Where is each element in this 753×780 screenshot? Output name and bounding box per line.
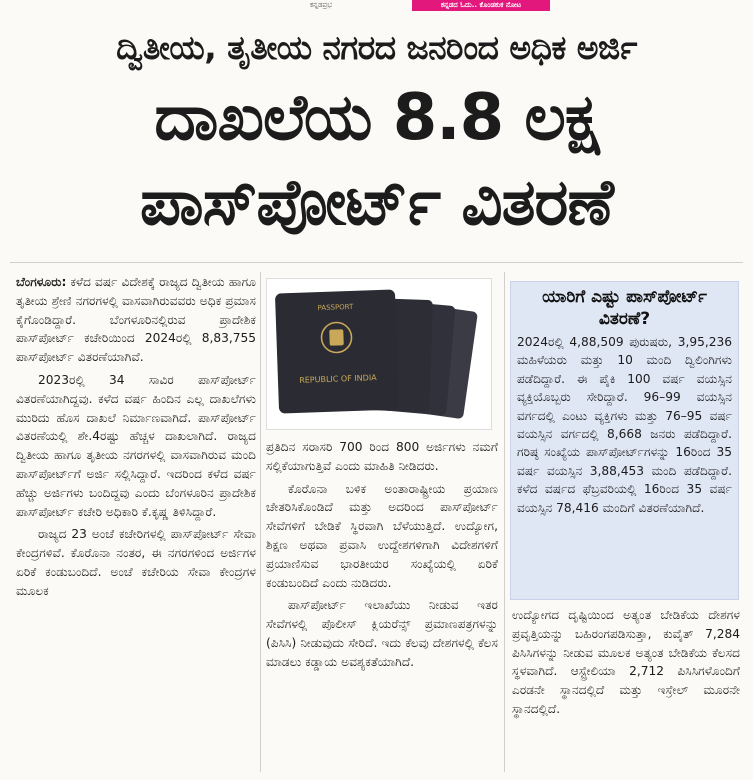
story-paragraph: 2023ರಲ್ಲಿ 34 ಸಾವಿರ ಪಾಸ್‌ಪೋರ್ಟ್ ವಿತರಣೆಯಾಗಿದ್ದವು. ಕಳೆದ ವರ್ಷ ಹಿಂದಿನ ಎಲ್ಲ ದಾಖಲೆಗಳು ಮುರಿದು ಹೊಸ ದಾಖಲೆ ನಿರ್ಮಾಣವಾಗಿದೆ. ಪಾಸ್‌ಪೋರ್ಟ್ ವಿತರಣೆಯಲ್ಲಿ ಶೇ.4ರಷ್ಟು ಹೆಚ್ಚಳ ದಾಖಲಾಗಿದೆ. ರಾಜ್ಯದ ದ್ವಿತೀಯ ಹಾಗೂ ತೃತೀಯ ನಗರಗಳಲ್ಲಿ ವಾಸವಾಗಿರುವ ಮಂದಿ ಪಾಸ್‌ಪೋರ್ಟ್‌ಗೆ ಅರ್ಜಿ ಸಲ್ಲಿಸಿದ್ದಾರೆ. ಇದರಿಂದ ಕಳೆದ ವರ್ಷ ಹೆಚ್ಚು ಅರ್ಜಿಗಳು ಬಂದಿದ್ದವು ಎಂದು ಬೆಂಗಳೂರಿನ ಪ್ರಾದೇಶಿಕ ಪಾಸ್‌ಪೋರ್ಟ್ ಕಚೇರಿ ಅಧಿಕಾರಿ ಕೆ.ಕೃಷ್ಣ ತಿಳಿಸಿದ್ದಾರೆ. [16, 372, 256, 519]
story-paragraph [16, 273, 256, 367]
story-paragraph: ಕೊರೊನಾ ಬಳಿಕ ಅಂತಾರಾಷ್ಟ್ರೀಯ ಪ್ರಯಾಣ ಚೇತರಿಸಿಕೊಂಡಿದೆ ಮತ್ತು ಅದರಿಂದ ಪಾಸ್‌ಪೋರ್ಟ್ ಸೇವೆಗಳಿಗೆ ಬೇಡಿಕೆ ಸ್ಥಿರವಾಗಿ ಬೆಳೆಯುತ್ತಿದೆ. ಉದ್ಯೋಗ, ಶಿಕ್ಷಣ ಅಥವಾ ಪ್ರವಾಸಿ ಉದ್ದೇಶಗಳಿಗಾಗಿ ವಿದೇಶಗಳಿಗೆ ಪ್ರಯಾಣಿಸುವ ಭಾರತೀಯರ ಸಂಖ್ಯೆಯಲ್ಲಿ ಏರಿಕೆ ಕಂಡುಬಂದಿದೆ ಎಂದು ನುಡಿದರು. [266, 481, 498, 590]
story-lead: ಕಳೆದ ವರ್ಷ ವಿದೇಶಕ್ಕೆ ರಾಜ್ಯದ ದ್ವಿತೀಯ ಹಾಗೂ ತೃತೀಯ ಶ್ರೇಣಿ ನಗರಗಳಲ್ಲಿ ವಾಸವಾಗಿರುವವರು ಅಧಿಕ ಪ್ರಮಾಸ ಕೈಗೊಂಡಿದ್ದಾರೆ. ಬೆಂಗಳೂರಿನಲ್ಲಿರುವ ಪ್ರಾದೇಶಿಕ ಪಾಸ್‌ಪೋರ್ಟ್ ಕಚೇರಿಯಿಂದ 2024ರಲ್ಲಿ 8,83,755 ಪಾಸ್‌ಪೋರ್ಟ್ ವಿತರಣೆಯಾಗಿವೆ. [16, 275, 256, 365]
passport-photo [266, 278, 492, 430]
story-paragraph: ಉದ್ಯೋಗದ ದೃಷ್ಟಿಯಿಂದ ಅತ್ಯಂತ ಬೇಡಿಕೆಯ ದೇಶಗಳ ಪ್ರವೃತ್ತಿಯನ್ನು ಬಹಿರಂಗಪಡಿಸುತ್ತಾ, ಕುವೈತ್ 7,284 ಪಿಸಿಸಿಗಳನ್ನು ನೀಡುವ ಮೂಲಕ ಅತ್ಯಂತ ಬೇಡಿಕೆಯ ಕೆಲಸದ ಸ್ಥಳವಾಗಿದೆ. ಆಸ್ಟ್ರೇಲಿಯಾ 2,712 ಪಿಸಿಸಿಗಳೊಂದಿಗೆ ಎರಡನೇ ಸ್ಥಾನದಲ್ಲಿದೆ ಮತ್ತು ಇಸ್ರೇಲ್ ಮೂರನೇ ಸ್ಥಾನದಲ್ಲಿದೆ. [512, 608, 740, 716]
story-column-3 [512, 606, 740, 773]
top-strip [0, 0, 753, 12]
factbox-heading: ಯಾರಿಗೆ ಎಷ್ಟು ಪಾಸ್‌ಪೋರ್ಟ್ ವಿತರಣೆ? [542, 287, 707, 329]
story-paragraph: ರಾಜ್ಯದ 23 ಅಂಚೆ ಕಚೇರಿಗಳಲ್ಲಿ ಪಾಸ್‌ಪೋರ್ಟ್ ಸೇವಾ ಕೇಂದ್ರಗಳಿವೆ. ಕೊರೊನಾ ನಂತರ, ಈ ನಗರಗಳಿಂದ ಅರ್ಜಿಗಳ ಏರಿಕೆ ಕಂಡುಬಂದಿದೆ. ಅಂಚೆ ಕಚೇರಿಯ ಸೇವಾ ಕೇಂದ್ರಗಳ ಮೂಲಕ [16, 527, 256, 598]
story-column-2 [266, 438, 498, 773]
story-column-1 [16, 273, 256, 773]
passport-stack-image [267, 279, 492, 430]
kicker-headline: ದ್ವಿತೀಯ, ತೃತೀಯ ನಗರದ ಜನರಿಂದ ಅಧಿಕ ಅರ್ಜಿ [116, 28, 637, 67]
story-paragraph: ಪಾಸ್‌ಪೋರ್ಟ್ ಇಲಾಖೆಯು ನೀಡುವ ಇತರ ಸೇವೆಗಳಲ್ಲಿ ಪೊಲೀಸ್ ಕ್ಲಿಯರೆನ್ಸ್ ಪ್ರಮಾಣಪತ್ರಗಳನ್ನು (ಪಿಸಿಸಿ) ನೀಡುವುದು ಸೇರಿದೆ. ಇದು ಕೆಲವು ದೇಶಗಳಲ್ಲಿ ಕೆಲಸ ಮಾಡಲು ಕಡ್ಡಾಯ ಅವಶ್ಯಕತೆಯಾಗಿದೆ. [266, 598, 498, 669]
factbox [510, 281, 739, 600]
column-divider [504, 272, 505, 772]
passport-label-text: PASSPORT [317, 302, 354, 313]
main-headline-line1: ದಾಖಲೆಯ 8.8 ಲಕ್ಷ [154, 81, 599, 155]
main-headline-line2: ಪಾಸ್‌ಪೋರ್ಟ್ ವಿತರಣೆ [140, 166, 613, 240]
headline-divider [10, 262, 743, 263]
section-tag: ಕನ್ನಡದ ಓದು.. ಕೊಂಡಕುಕ ನೋಟ [412, 0, 550, 11]
dateline: ಬೆಂಗಳೂರು: [16, 275, 67, 289]
factbox-body: 2024ರಲ್ಲಿ 4,88,509 ಪುರುಷರು, 3,95,236 ಮಹಿಳೆಯರು ಮತ್ತು 10 ಮಂದಿ ದ್ವಿಲಿಂಗಿಗಳು ಪಡೆದಿದ್ದಾರೆ. ಈ ಪೈಕಿ 100 ವರ್ಷ ವಯಸ್ಸಿನ ವ್ಯಕ್ತಿಯೊಬ್ಬರು ಸೇರಿದ್ದಾರೆ. 96–99 ವಯಸ್ಸಿನ ವರ್ಗದಲ್ಲಿ ಎಂಟು ವ್ಯಕ್ತಿಗಳು ಮತ್ತು 76–95 ವರ್ಷ ವಯಸ್ಸಿನ ವರ್ಗದಲ್ಲಿ 8,668 ಜನರು ಪಡೆದಿದ್ದಾರೆ. ಗರಿಷ್ಠ ಸಂಖ್ಯೆಯ ಪಾಸ್‌ಪೋರ್ಟ್‌ಗಳನ್ನು 16ರಿಂದ 35 ವರ್ಷ ವಯಸ್ಸಿನ 3,88,453 ಮಂದಿ ಪಡೆದಿದ್ದಾರೆ. ಕಳೆದ ವರ್ಷದ ಫೆಬ್ರವರಿಯಲ್ಲಿ 16ರಿಂದ 35 ವರ್ಷ ವಯಸ್ಸಿನ 78,416 ಮಂದಿಗೆ ವಿತರಣೆಯಾಗಿದೆ. [517, 335, 732, 515]
passport-country-text: REPUBLIC OF INDIA [299, 373, 377, 385]
column-divider [260, 272, 261, 772]
story-paragraph: ಪ್ರತಿದಿನ ಸರಾಸರಿ 700 ರಿಂದ 800 ಅರ್ಜಿಗಳು ನಮಗೆ ಸಲ್ಲಿಕೆಯಾಗುತ್ತಿವೆ ಎಂದು ಮಾಹಿತಿ ನೀಡಿದರು. [266, 440, 498, 473]
masthead-brand: ಕನ್ನಡಪ್ರಭ [310, 1, 333, 9]
